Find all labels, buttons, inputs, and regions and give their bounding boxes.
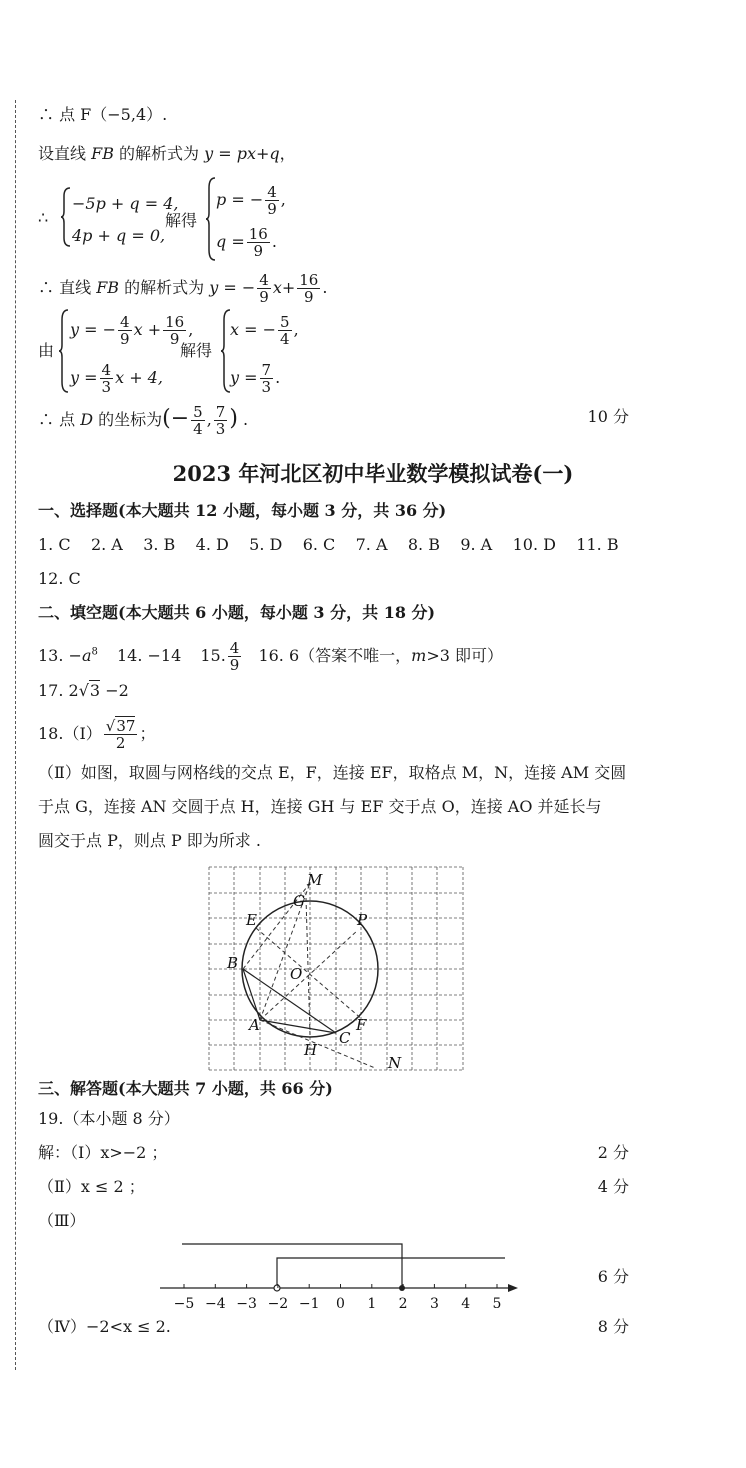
tick-label: 1 [367,1296,377,1312]
answer-19-ii: （Ⅱ）x ≤ 2 ； [38,1177,145,1196]
answer-18-ii-line-3: 圆交于点 P，则点 P 即为所求 . [38,831,261,850]
tick-label: 2 [398,1296,408,1312]
binding-dashed-line [15,100,16,1370]
answer-19-iv: （Ⅳ）−2<x ≤ 2. [38,1317,171,1336]
left-brace-3 [58,308,70,394]
label-o: O [290,965,303,983]
label-c: C [339,1029,351,1047]
label-e: E [246,911,257,929]
section-2-header: 二、填空题(本大题共 6 小题，每小题 3 分，共 18 分) [38,603,436,622]
score-8: 8 分 [597,1317,629,1336]
tick-label: 3 [429,1296,439,1312]
closed-point-2 [399,1285,405,1291]
section-2-answers-row-1: 13. $-a^8$ 14. −14 15. $\frac{4}{9}$ 16. 6（答案不唯一，m>3 即可） [38,639,504,674]
label-h: H [304,1041,318,1059]
solution-line-1: ∴ 点 F（−5,4）. [38,105,168,124]
question-19-title: 19.（本小题 8 分） [38,1109,180,1128]
score-2: 2 分 [597,1143,629,1162]
answer-19-i: 解：（Ⅰ）x>−2 ； [38,1143,168,1162]
open-point-minus-2 [274,1285,280,1291]
section-1-header: 一、选择题(本大题共 12 小题，每小题 3 分，共 36 分) [38,501,447,520]
answer-18-i: 18.（Ⅰ） $\frac{√37}{2}$ ； [38,717,156,752]
geometry-figure [200,858,480,1078]
exam-title: 2023 年河北区初中毕业数学模拟试卷(一) [172,461,574,486]
tick-label: −3 [236,1296,257,1312]
tick-label: −1 [298,1296,320,1312]
label-g: G [293,892,305,910]
grid-lines [209,867,463,1070]
section-1-answers-row-2: 12. C [38,569,81,588]
solution-line-4: ∴ 直线 FB 的解析式为 y = − $\frac{4}{9}$ x+ $\frac{16}{9}$ . [38,271,328,306]
score-10: 10 分 [587,407,629,426]
solution-line-6: ∴ 点 D 的坐标为(− $\frac{5}{4}$ , $\frac{7}{3}$ ) . [38,403,249,438]
section-1-answers-row-1: 1. C 2. A 3. B 4. D 5. D 6. C 7. A 8. B 9. A 10. D 11. B [38,535,619,554]
label-b: B [227,954,239,972]
label-m: M [307,871,323,889]
solution-line-2: 设直线 FB 的解析式为 y = px+q， [38,144,296,163]
section-3-header: 三、解答题(本大题共 7 小题，共 66 分) [38,1079,333,1098]
answer-18-ii-line-2: 于点 G，连接 AN 交圆于点 H，连接 GH 与 EF 交于点 O，连接 AO 并延长与 [38,797,602,816]
label-p: P [357,911,368,929]
tick-label: −4 [204,1296,226,1312]
tick-label: 5 [492,1296,502,1312]
score-4: 4 分 [597,1177,629,1196]
answer-18-ii-line-1: （Ⅱ）如图，取圆与网格线的交点 E，F，连接 EF，取格点 M，N，连接 AM 交圆 [38,763,627,782]
label-n: N [388,1054,402,1072]
number-line-figure [150,1230,530,1320]
tick-label: 4 [461,1296,471,1312]
answer-17: 17. 2√3 −2 [38,681,129,700]
answer-19-iii: （Ⅲ） [38,1211,86,1230]
score-6: 6 分 [597,1267,629,1286]
label-f: F [356,1016,367,1034]
tick-label: −5 [173,1296,195,1312]
tick-label: −2 [267,1296,289,1312]
tick-label: 0 [336,1296,345,1312]
label-a: A [249,1016,260,1034]
left-brace-1 [60,186,72,248]
